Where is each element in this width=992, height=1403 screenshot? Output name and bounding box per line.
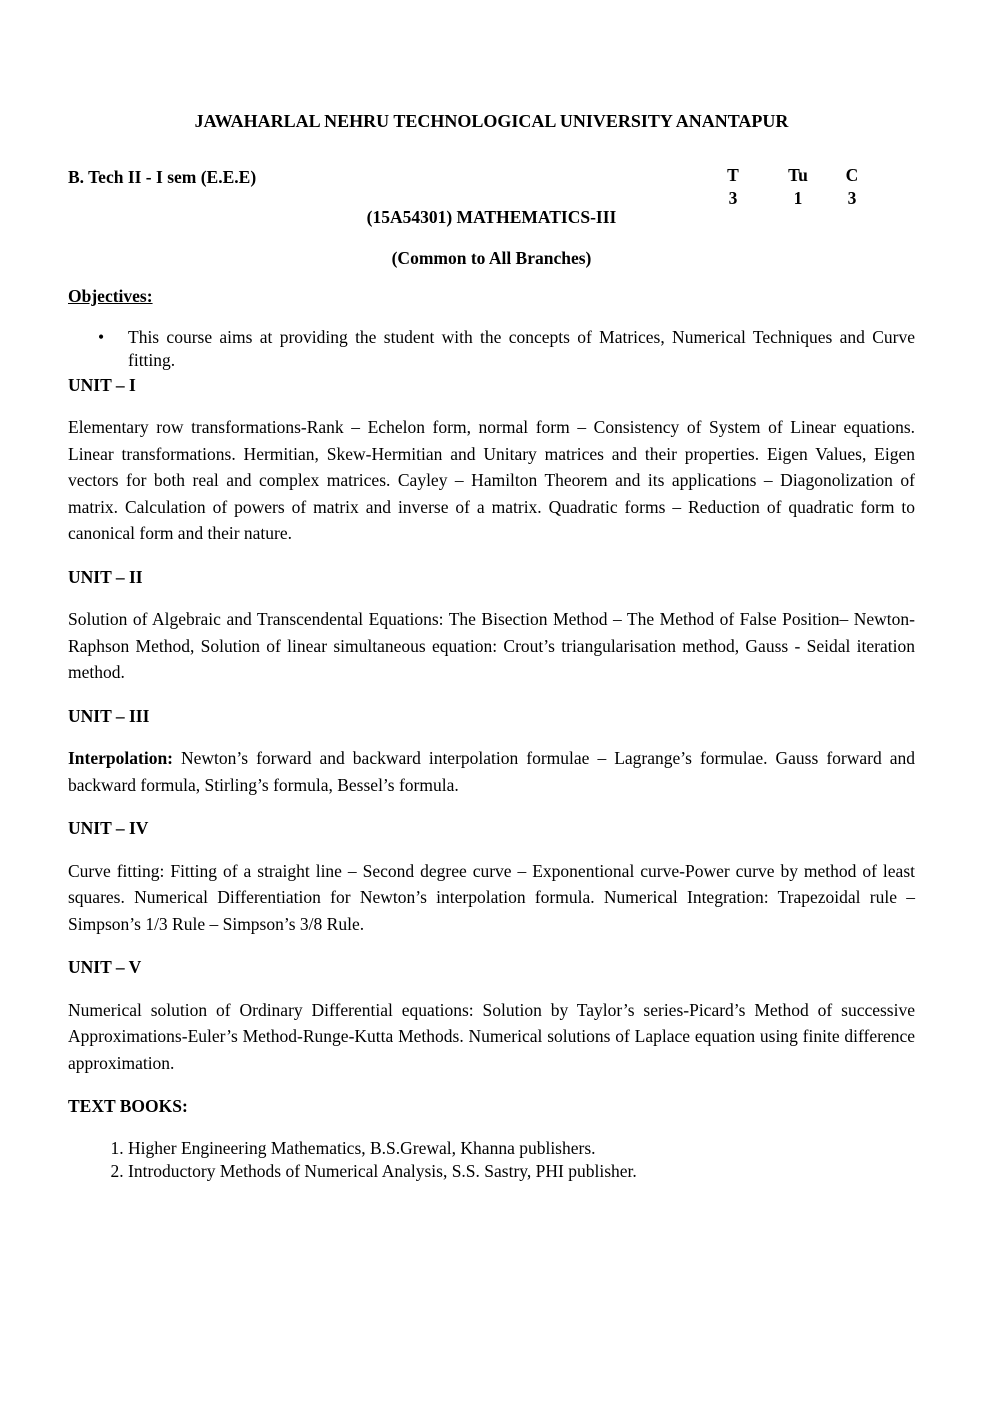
credit-value-c: 3 (847, 188, 857, 208)
credit-column-c (837, 164, 867, 210)
objectives-list (68, 326, 915, 372)
objectives-heading: Objectives: (68, 286, 153, 306)
unit-2-title: UNIT – II (68, 566, 143, 587)
credit-header-c: C (845, 165, 859, 185)
subject-title: (15A54301) MATHEMATICS-III (366, 207, 617, 227)
unit-3-paragraph (68, 745, 915, 798)
textbook-item: 1. Higher Engineering Mathematics, B.S.Grewal, Khanna publishers. (128, 1137, 915, 1160)
unit-3-title: UNIT – III (68, 705, 150, 726)
course-row (68, 164, 915, 210)
unit-1-text: Elementary row transformations-Rank – Echelon form, normal form – Consistency of System of Linear equations. Linear transformations. Hermitian, Skew-Hermitian and Unitary matrices and their properties. Eigen Values, Eigen vectors for both real and complex matrices. Cayley – Hamilton Theorem and its applications – Diagonolization of matrix. Calculation of powers of matrix and inverse of a matrix. Quadratic forms – Reduction of quadratic form to canonical form and their nature. (68, 417, 915, 543)
unit-4-text: Curve fitting: Fitting of a straight line – Second degree curve – Exponentional curve-Power curve by method of least squares. Numerical Differentiation for Newton’s interpolation formula. Numerical Integration: Trapezoidal rule – Simpson’s 1/3 Rule – Simpson’s 3/8 Rule. (68, 860, 915, 934)
course-name: B. Tech II - I sem (E.E.E) (68, 167, 257, 187)
unit-1-title: UNIT – I (68, 374, 136, 395)
credit-header-t: T (727, 165, 739, 185)
common-note: (Common to All Branches) (391, 248, 592, 268)
credit-column-t (718, 164, 748, 210)
university-name: JAWAHARLAL NEHRU TECHNOLOGICAL UNIVERSITY ANANTAPUR (194, 111, 789, 131)
credit-value-t: 3 (728, 188, 738, 208)
textbooks-heading: TEXT BOOKS: (68, 1096, 188, 1116)
unit-3-text: Newton’s forward and backward interpolation formulae – Lagrange’s formulae. Gauss forward and backward formula, Stirling’s formula, Bessel’s formula. (68, 748, 915, 795)
textbooks-list (68, 1137, 915, 1183)
unit-4-title: UNIT – IV (68, 818, 149, 838)
unit-2-text: Solution of Algebraic and Transcendental Equations: The Bisection Method – The Method of False Position– Newton-Raphson Method, Solution of linear simultaneous equation: Crout’s triangularisation method, Gauss - Seidal iteration method. (68, 609, 915, 682)
unit-5-text: Numerical solution of Ordinary Differential equations: Solution by Taylor’s series-Picard’s Method of successive Approximations-Euler’s Method-Runge-Kutta Methods. Numerical solutions of Laplace equation using finite difference approximation. (68, 999, 915, 1073)
textbook-item: 2. Introductory Methods of Numerical Analysis, S.S. Sastry, PHI publisher. (128, 1160, 915, 1183)
unit-5-title: UNIT – V (68, 957, 142, 977)
credit-value-tu: 1 (793, 188, 803, 208)
syllabus-page (68, 108, 915, 1183)
credit-header-tu: Tu (788, 165, 808, 185)
credit-column-tu (783, 164, 813, 210)
unit-3-lead: Interpolation: (68, 748, 173, 768)
objective-item: • This course aims at providing the student with the concepts of Matrices, Numerical Techniques and Curve fitting. (128, 326, 915, 372)
